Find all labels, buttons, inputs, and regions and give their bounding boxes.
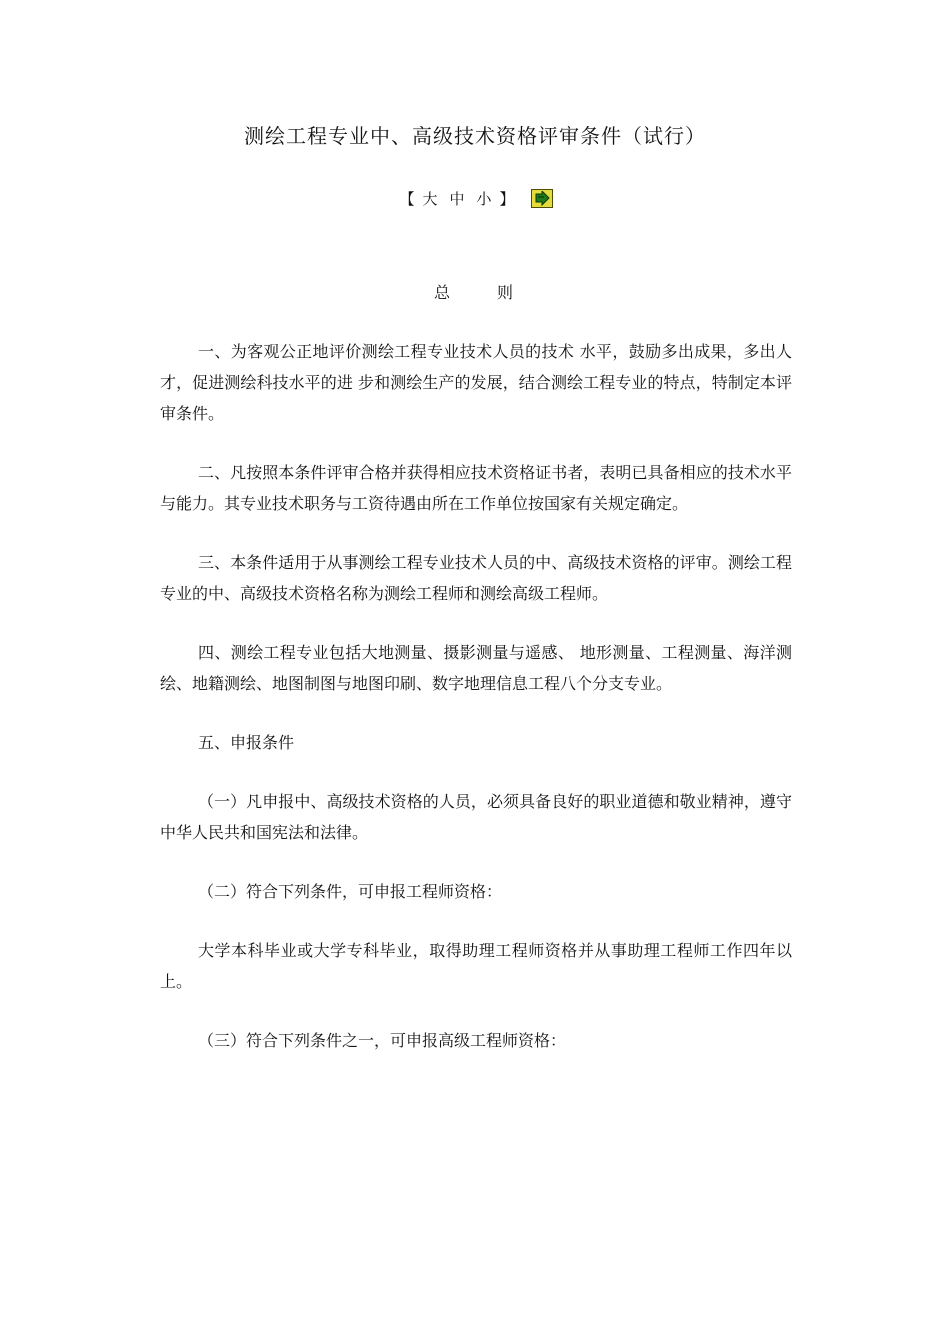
open-bracket: 【 bbox=[399, 190, 415, 208]
close-bracket: 】 bbox=[499, 190, 515, 208]
paragraph-3: 三、本条件适用于从事测绘工程专业技术人员的中、高级技术资格的评审。测绘工程专业的中、高级技术资格名称为测绘工程师和测绘高级工程师。 bbox=[160, 553, 792, 603]
paragraph-5: 五、申报条件 bbox=[198, 733, 295, 752]
paragraph-8: 大学本科毕业或大学专科毕业，取得助理工程师资格并从事助理工程师工作四年以上。 bbox=[160, 941, 792, 991]
paragraph-1: 一、为客观公正地评价测绘工程专业技术人员的技术 水平，鼓励多出成果，多出人才，促进测绘科技水平的进 步和测绘生产的发展，结合测绘工程专业的特点，特制定本评审条件。 bbox=[160, 342, 792, 423]
paragraph-2: 二、凡按照本条件评审合格并获得相应技术资格证书者，表明已具备相应的技术水平与能力。其专业技术职务与工资待遇由所在工作单位按国家有关规定确定。 bbox=[160, 463, 792, 513]
font-size-large-link[interactable]: 大 bbox=[422, 190, 438, 208]
font-size-selector bbox=[0, 188, 950, 209]
font-size-medium-link[interactable]: 中 bbox=[449, 190, 465, 208]
paragraph-9: （三）符合下列条件之一，可申报高级工程师资格： bbox=[198, 1031, 567, 1050]
paragraph-7: （二）符合下列条件，可申报工程师资格： bbox=[198, 882, 503, 901]
section-heading-part1: 总 bbox=[433, 283, 453, 302]
section-heading-general bbox=[0, 280, 950, 303]
document-title: 测绘工程专业中、高级技术资格评审条件（试行） bbox=[244, 124, 706, 148]
section-heading-part2: 则 bbox=[497, 283, 517, 302]
green-arrow-icon[interactable] bbox=[531, 189, 553, 208]
paragraph-6: （一）凡申报中、高级技术资格的人员，必须具备良好的职业道德和敬业精神，遵守中华人民共和国宪法和法律。 bbox=[160, 792, 792, 842]
document-body bbox=[160, 336, 792, 1084]
paragraph-4: 四、测绘工程专业包括大地测量、摄影测量与遥感、 地形测量、工程测量、海洋测绘、地籍测绘、地图制图与地图印刷、数字地理信息工程八个分支专业。 bbox=[160, 643, 792, 693]
font-size-small-link[interactable]: 小 bbox=[476, 190, 492, 208]
